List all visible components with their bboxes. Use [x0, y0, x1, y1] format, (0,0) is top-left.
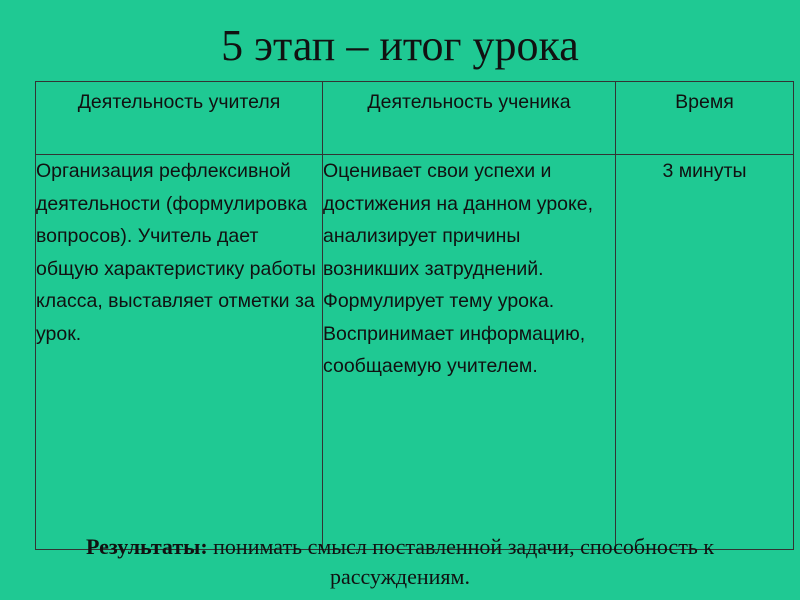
table-header-row: [36, 82, 794, 155]
header-teacher-activity-label: Деятельность учителя: [77, 91, 281, 113]
slide-title: 5 этап – итог урока: [221, 21, 579, 70]
header-teacher-activity: [36, 82, 323, 155]
header-time: [616, 82, 794, 155]
table-row: [36, 155, 794, 550]
results-note: [60, 532, 740, 592]
time-cell: 3 минуты: [616, 155, 794, 550]
results-label: Результаты:: [85, 534, 208, 559]
header-student-activity: [323, 82, 616, 155]
teacher-activity-cell: Организация рефлексивной деятельности (формулировка вопросов). Учитель дает общую характеристику работы класса, выставляет отметки за урок.: [36, 155, 323, 550]
header-time-label: Время: [675, 91, 734, 113]
results-text: понимать смысл поставленной задачи, способность к рассуждениям.: [207, 534, 715, 589]
lesson-stage-table: [35, 81, 794, 550]
header-student-activity-label: Деятельность ученика: [367, 91, 571, 113]
student-activity-cell: Оценивает свои успехи и достижения на данном уроке, анализирует причины возникших затруднений. Формулирует тему урока. Воспринимает информацию, сообщаемую учителем.: [323, 155, 616, 550]
